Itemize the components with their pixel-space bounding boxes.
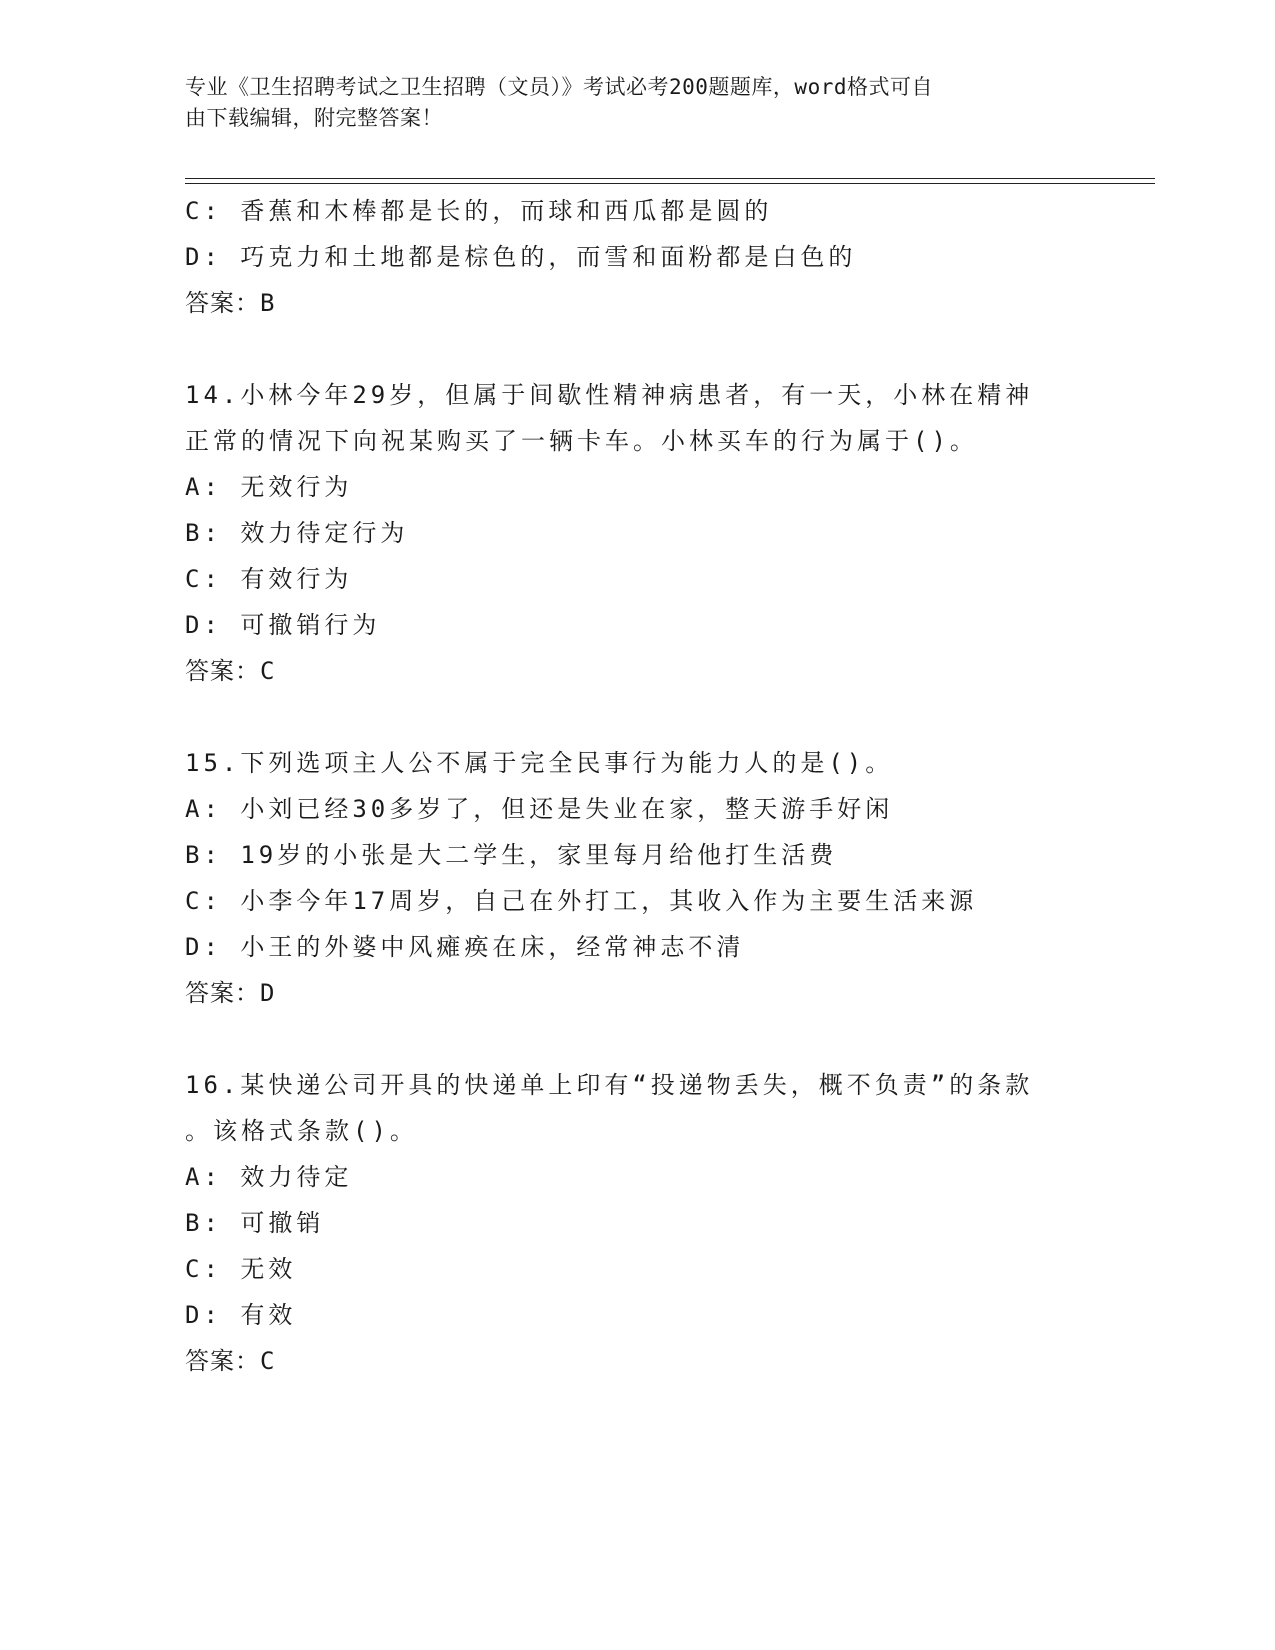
- question-stem-continued: 正常的情况下向祝某购买了一辆卡车。小林买车的行为属于()。: [185, 427, 978, 455]
- header-title-line-2: 由下载编辑，附完整答案！: [185, 106, 443, 130]
- question-14: [185, 372, 1085, 694]
- answer-line: 答案：C: [185, 657, 276, 685]
- answer-line: 答案：C: [185, 1347, 276, 1375]
- spacer: [185, 1016, 1085, 1062]
- option-d: D: 可撤销行为: [185, 611, 381, 639]
- question-stem: 14.小林今年29岁，但属于间歇性精神病患者，有一天，小林在精神: [185, 381, 1034, 409]
- question-stem: 15.下列选项主人公不属于完全民事行为能力人的是()。: [185, 749, 894, 777]
- question-list: [185, 188, 1085, 1384]
- header-divider-top: [185, 178, 1155, 179]
- option-b: B: 19岁的小张是大二学生，家里每月给他打生活费: [185, 841, 838, 869]
- option-d: D: 小王的外婆中风瘫痪在床，经常神志不清: [185, 933, 745, 961]
- header-divider-bottom: [185, 183, 1155, 184]
- question-16: [185, 1062, 1085, 1384]
- question-stem: 16.某快递公司开具的快递单上印有“投递物丢失，概不负责”的条款: [185, 1071, 1034, 1099]
- header-title-line-1: 专业《卫生招聘考试之卫生招聘（文员）》考试必考200题题库，word格式可自: [185, 75, 933, 99]
- option-c: C: 香蕉和木棒都是长的，而球和西瓜都是圆的: [185, 197, 773, 225]
- option-a: A: 效力待定: [185, 1163, 353, 1191]
- option-b: B: 可撤销: [185, 1209, 325, 1237]
- answer-line: 答案：D: [185, 979, 276, 1007]
- option-c: C: 有效行为: [185, 565, 353, 593]
- answer-line: 答案：B: [185, 289, 276, 317]
- document-header: [185, 72, 1065, 134]
- spacer: [185, 694, 1085, 740]
- option-a: A: 小刘已经30多岁了，但还是失业在家，整天游手好闲: [185, 795, 894, 823]
- spacer: [185, 326, 1085, 372]
- option-a: A: 无效行为: [185, 473, 353, 501]
- option-c: C: 小李今年17周岁，自己在外打工，其收入作为主要生活来源: [185, 887, 978, 915]
- option-d: D: 有效: [185, 1301, 297, 1329]
- question-15: [185, 740, 1085, 1016]
- option-c: C: 无效: [185, 1255, 297, 1283]
- option-d: D: 巧克力和土地都是棕色的，而雪和面粉都是白色的: [185, 243, 857, 271]
- option-b: B: 效力待定行为: [185, 519, 409, 547]
- question-stem-continued: 。该格式条款()。: [185, 1117, 418, 1145]
- question-13-tail: [185, 188, 1085, 326]
